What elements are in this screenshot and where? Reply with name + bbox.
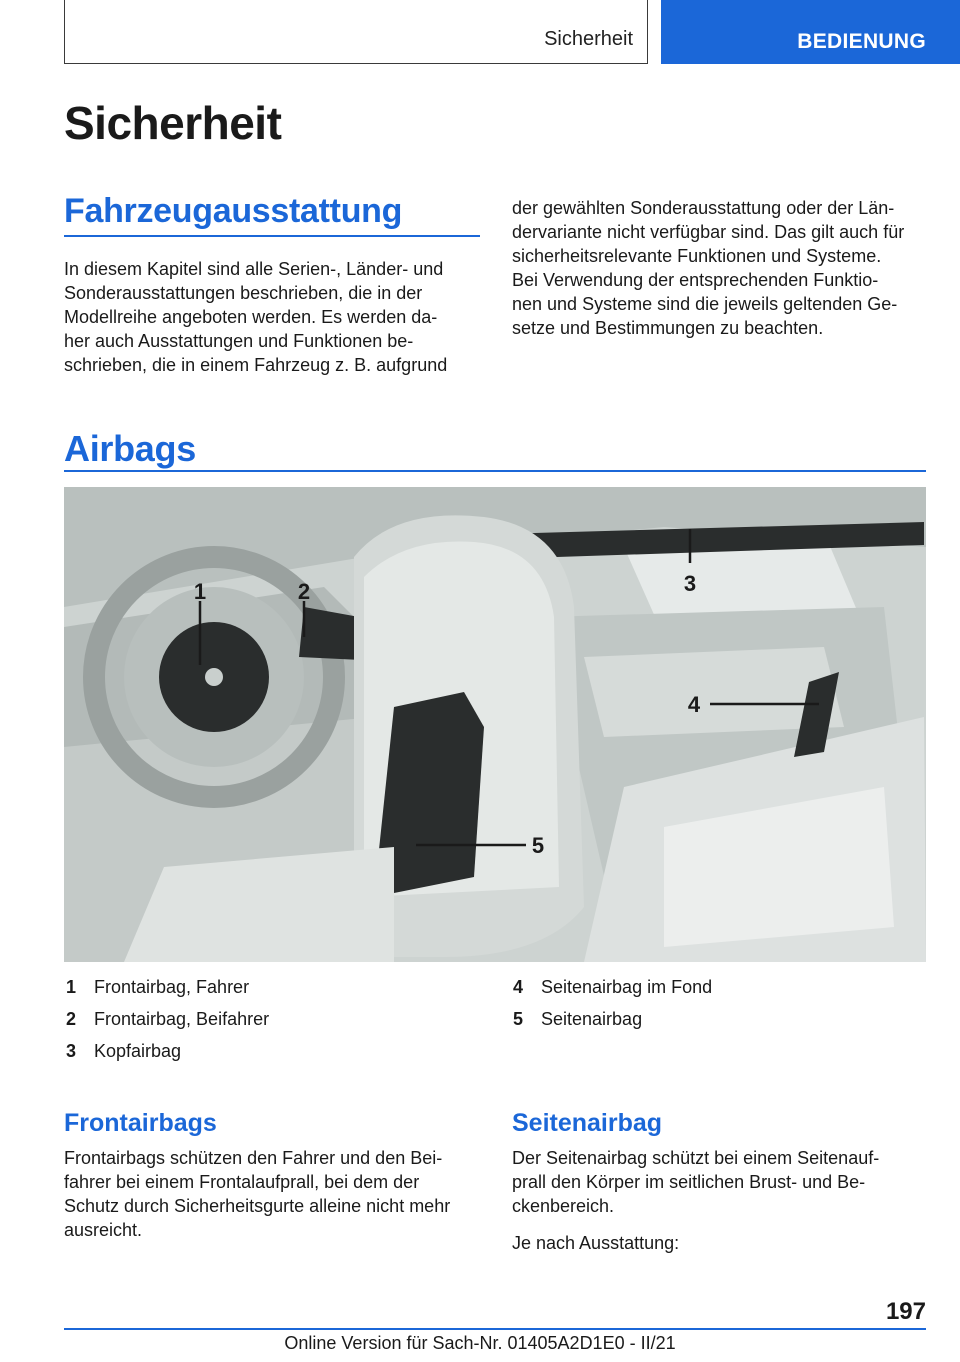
legend-number: 4 (513, 977, 524, 997)
section-rule-airbags (64, 470, 926, 472)
legend-number: 5 (513, 1009, 524, 1029)
legend-item (66, 975, 466, 999)
vehicle-equipment-col1 (64, 257, 484, 377)
subsection-title-front-airbags: Frontairbags (64, 1109, 217, 1137)
page-number: 197 (885, 1298, 926, 1325)
legend-item (513, 1007, 913, 1031)
text-line: ausreicht. (64, 1220, 143, 1240)
subsection-title-side-airbag: Seitenairbag (512, 1109, 663, 1137)
header-section-tab[interactable] (64, 0, 648, 64)
legend-text: Frontairbag, Beifahrer (94, 1009, 270, 1029)
text-line: Modellreihe angeboten werden. Es werden da- (64, 307, 438, 327)
legend-number: 3 (66, 1041, 77, 1061)
footer-online-version: Online Version für Sach-Nr. 01405A2D1E0 - II/21 (284, 1333, 676, 1353)
text-line: Schutz durch Sicherheitsgurte alleine nicht mehr (64, 1196, 451, 1216)
section-title-vehicle-equipment: Fahrzeugausstattung (64, 192, 403, 230)
text-line: nen und Systeme sind die jeweils geltenden Ge- (512, 294, 898, 314)
text-line: ckenbereich. (512, 1196, 615, 1216)
legend-item (66, 1039, 466, 1063)
legend-item (513, 975, 913, 999)
text-line: schrieben, die in einem Fahrzeug z. B. aufgrund (64, 355, 448, 375)
text-line: prall den Körper im seitlichen Brust- und Be- (512, 1172, 866, 1192)
front-airbags-text (64, 1146, 489, 1242)
side-airbag-text (512, 1146, 937, 1218)
text-line: setze und Bestimmungen zu beachten. (512, 318, 824, 338)
text-line: Bei Verwendung der entsprechenden Funktio- (512, 270, 879, 290)
chapter-tab-label: BEDIENUNG (797, 30, 926, 53)
text-line: fahrer bei einem Frontalaufprall, bei dem der (64, 1172, 420, 1192)
vehicle-equipment-col2 (512, 196, 932, 340)
text-line: der gewählten Sonderausstattung oder der Län- (512, 198, 895, 218)
callout-5: 5 (531, 833, 545, 858)
header-chapter-tab[interactable] (661, 0, 960, 64)
text-line: sicherheitsrelevante Funktionen und Systeme. (512, 246, 882, 266)
text-line: Frontairbags schützen den Fahrer und den Bei- (64, 1148, 443, 1168)
legend-text: Frontairbag, Fahrer (94, 977, 250, 997)
text-line: dervariante nicht verfügbar sind. Das gilt auch für (512, 222, 905, 242)
text-line: Der Seitenairbag schützt bei einem Seitenauf- (512, 1148, 880, 1168)
section-title-airbags: Airbags (64, 428, 196, 469)
callout-1: 1 (193, 579, 207, 604)
legend-text: Seitenairbag (541, 1009, 643, 1029)
text-line: Sonderausstattungen beschrieben, die in der (64, 283, 423, 303)
footer-rule (64, 1328, 926, 1330)
callout-3: 3 (683, 571, 697, 596)
section-rule-vehicle-equipment (64, 235, 480, 237)
side-airbag-note: Je nach Ausstattung: (512, 1233, 680, 1253)
chapter-title: Sicherheit (64, 97, 282, 149)
section-tab-label: Sicherheit (544, 28, 633, 50)
airbag-illustration (64, 487, 926, 962)
legend-text: Kopfairbag (94, 1041, 182, 1061)
text-line: In diesem Kapitel sind alle Serien-, Länder- und (64, 259, 444, 279)
legend-number: 1 (66, 977, 77, 997)
text-line: her auch Ausstattungen und Funktionen be- (64, 331, 414, 351)
legend-item (66, 1007, 466, 1031)
legend-text: Seitenairbag im Fond (541, 977, 713, 997)
callout-2: 2 (297, 579, 311, 604)
legend-number: 2 (66, 1009, 77, 1029)
callout-4: 4 (687, 692, 701, 717)
